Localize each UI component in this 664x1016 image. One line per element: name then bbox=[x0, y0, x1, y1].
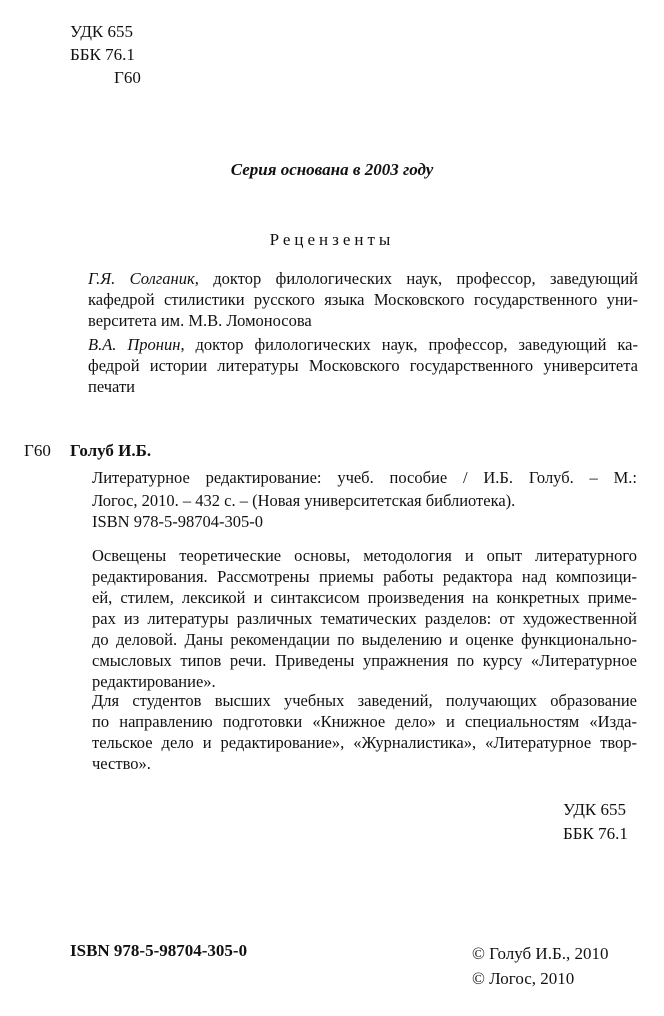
bibliographic-line: Логос, 2010. – 432 с. – (Новая университетская библиотека). bbox=[92, 491, 516, 510]
audience-line: чество». bbox=[92, 754, 151, 773]
abstract-line: редактирования. Рассмотрены приемы работы редактора над композици- bbox=[92, 567, 637, 586]
bbk-code: ББК 76.1 bbox=[563, 824, 628, 843]
footer-isbn: ISBN 978-5-98704-305-0 bbox=[70, 941, 248, 960]
reviewer-name: В.А. Пронин bbox=[88, 335, 181, 354]
reviewer-text-line: кафедрой стилистики русского языка Московского государственного уни- bbox=[88, 290, 638, 309]
reviewer-text-line: , доктор филологических наук, профессор, заведующий bbox=[194, 269, 638, 288]
abstract-line: смысловых типов речи. Приведены упражнения по курсу «Литературное bbox=[92, 651, 637, 670]
reviewers-heading: Рецензенты bbox=[269, 230, 395, 249]
footer-classification-codes bbox=[563, 798, 628, 846]
abstract-line: редактирование». bbox=[92, 672, 216, 691]
catalog-code: Г60 bbox=[24, 441, 51, 460]
abstract-line: Освещены теоретические основы, методология и опыт литературного bbox=[92, 546, 637, 565]
reviewer-name: Г.Я. Солганик bbox=[88, 269, 195, 288]
copyright-block bbox=[472, 941, 608, 991]
reviewer-text-line: верситета им. М.В. Ломоносова bbox=[88, 311, 312, 330]
series-note: Серия основана в 2003 году bbox=[230, 160, 434, 179]
udk-code: УДК 655 bbox=[70, 22, 134, 41]
audience-line: по направлению подготовки «Книжное дело» и специальностям «Изда- bbox=[92, 712, 637, 731]
copyright-author: © Голуб И.Б., 2010 bbox=[472, 944, 609, 963]
udk-code: УДК 655 bbox=[563, 800, 627, 819]
audience-paragraph bbox=[92, 690, 637, 774]
reviewer-text-line: федрой истории литературы Московского государственного университета bbox=[88, 356, 638, 375]
header-classification-codes bbox=[70, 20, 141, 89]
bibliographic-description bbox=[92, 466, 637, 512]
catalog-isbn: ISBN 978-5-98704-305-0 bbox=[92, 512, 263, 531]
abstract-line: ей, стилем, лексикой и синтаксисом произведения на конкретных приме- bbox=[92, 588, 637, 607]
author-mark-code: Г60 bbox=[114, 68, 141, 87]
bibliographic-line: Литературное редактирование: учеб. пособие / И.Б. Голуб. – М.: bbox=[92, 468, 637, 487]
catalog-author: Голуб И.Б. bbox=[70, 441, 152, 460]
reviewer-text-line: печати bbox=[88, 377, 135, 396]
reviewer-entry bbox=[88, 268, 638, 331]
abstract-line: рах из литературы различных тематических разделов: от художественной bbox=[92, 609, 637, 628]
reviewer-entry bbox=[88, 334, 638, 397]
reviewer-text-line: , доктор филологических наук, профессор, заведующий ка- bbox=[180, 335, 638, 354]
audience-line: тельское дело и редактирование», «Журналистика», «Литературное твор- bbox=[92, 733, 637, 752]
bbk-code: ББК 76.1 bbox=[70, 45, 135, 64]
abstract-paragraph bbox=[92, 545, 637, 692]
copyright-publisher: © Логос, 2010 bbox=[472, 969, 575, 988]
audience-line: Для студентов высших учебных заведений, получающих образование bbox=[92, 691, 637, 710]
abstract-line: до деловой. Даны рекомендации по выделению и оценке функционально- bbox=[92, 630, 637, 649]
